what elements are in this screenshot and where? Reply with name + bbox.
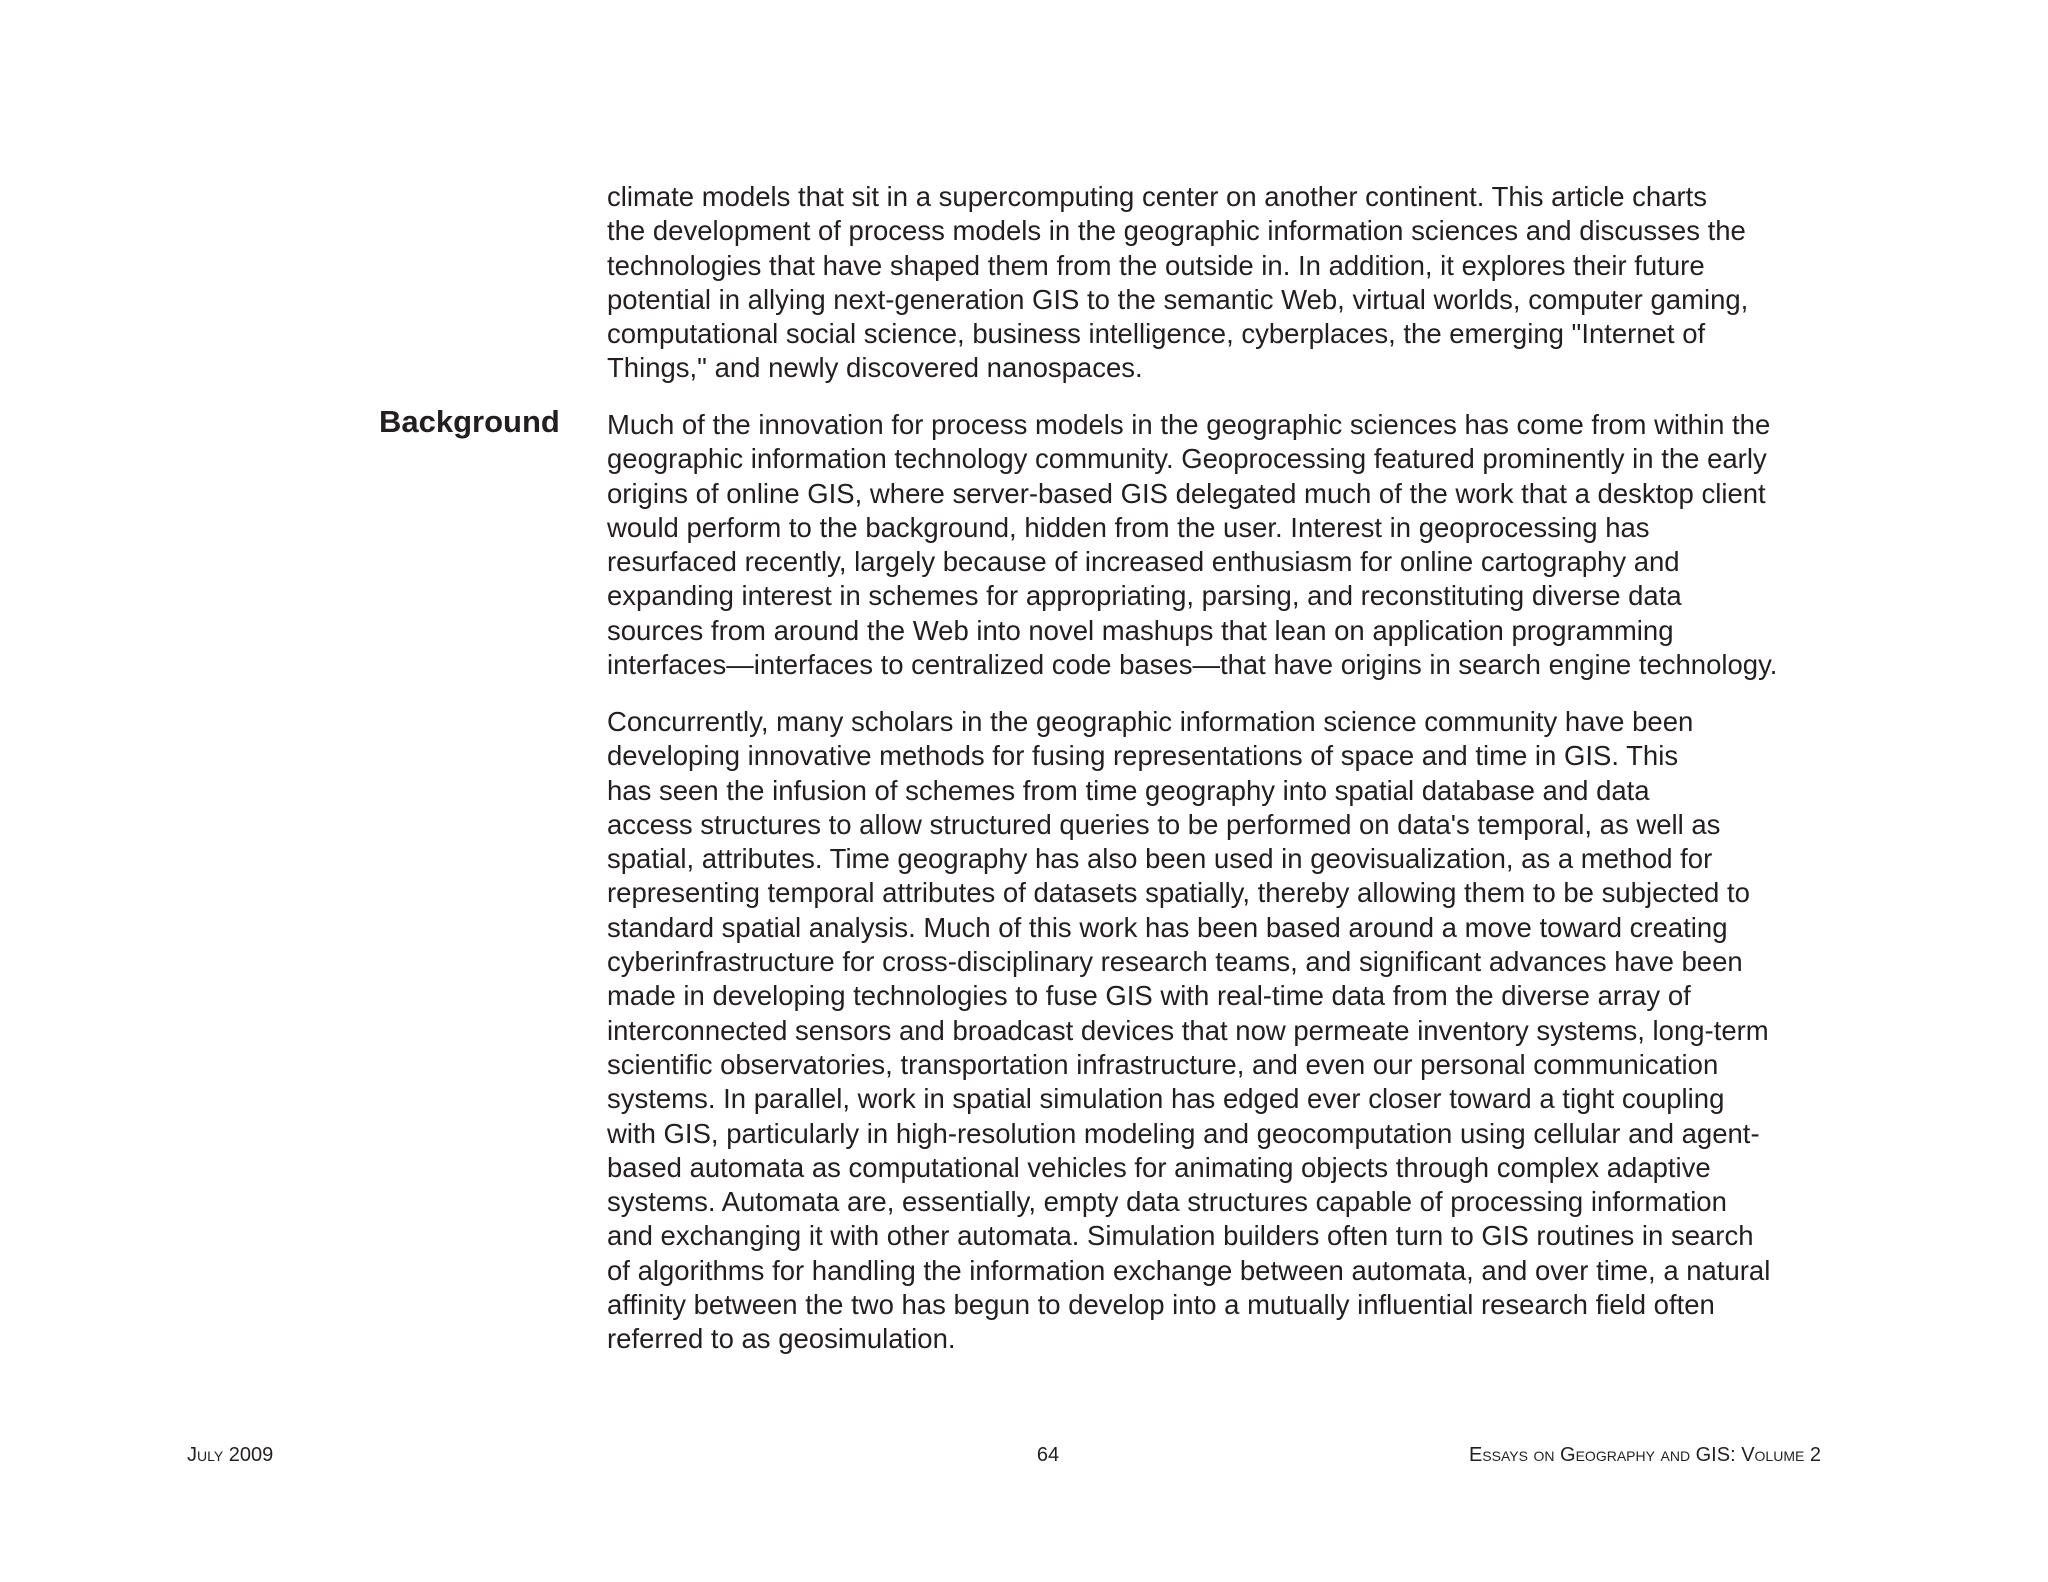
text-line: computational social science, business intelligence, cyberplaces, the emerging "Internet of xyxy=(607,318,1706,350)
text-line: affinity between the two has begun to develop into a mutually influential research field often xyxy=(607,1289,1715,1321)
text-line: with GIS, particularly in high-resolution modeling and geocomputation using cellular and agent- xyxy=(607,1117,1760,1149)
page-number: 64 xyxy=(1036,1444,1060,1466)
text-line: would perform to the background, hidden from the user. Interest in geoprocessing has xyxy=(607,511,1650,543)
text-line: expanding interest in schemes for appropriating, parsing, and reconstituting diverse data xyxy=(607,580,1682,612)
intro-paragraph xyxy=(607,180,1837,386)
text-line: origins of online GIS, where server-based GIS delegated much of the work that a desktop client xyxy=(607,477,1766,509)
text-line: spatial, attributes. Time geography has also been used in geovisualization, as a method for xyxy=(607,843,1713,875)
text-line: representing temporal attributes of datasets spatially, thereby allowing them to be subjected to xyxy=(607,877,1750,909)
text-line: systems. In parallel, work in spatial simulation has edged ever closer toward a tight coupling xyxy=(607,1083,1725,1115)
text-line: Much of the innovation for process models in the geographic sciences has come from within the xyxy=(607,409,1771,440)
text-line: systems. Automata are, essentially, empty data structures capable of processing information xyxy=(607,1186,1727,1218)
background-paragraph-2 xyxy=(607,705,1837,1357)
text-line: and exchanging it with other automata. Simulation builders often turn to GIS routines in search xyxy=(607,1220,1754,1252)
text-line: Concurrently, many scholars in the geographic information science community have been xyxy=(607,706,1694,737)
text-line: made in developing technologies to fuse GIS with real-time data from the diverse array of xyxy=(607,980,1691,1012)
section-heading: Background xyxy=(379,404,560,439)
text-line: scientific observatories, transportation infrastructure, and even our personal communication xyxy=(607,1048,1719,1080)
text-line: based automata as computational vehicles for animating objects through complex adaptive xyxy=(607,1151,1711,1183)
text-line: developing innovative methods for fusing representations of space and time in GIS. This xyxy=(607,740,1679,772)
text-line: geographic information technology community. Geoprocessing featured prominently in the early xyxy=(607,443,1767,475)
background-paragraph-1 xyxy=(607,408,1837,682)
text-line: has seen the infusion of schemes from time geography into spatial database and data xyxy=(607,774,1650,806)
text-line: interconnected sensors and broadcast devices that now permeate inventory systems, long-term xyxy=(607,1014,1769,1046)
text-line: standard spatial analysis. Much of this work has been based around a move toward creating xyxy=(607,911,1728,943)
text-line: referred to as geosimulation. xyxy=(607,1323,956,1355)
text-line: potential in allying next-generation GIS to the semantic Web, virtual worlds, computer gaming, xyxy=(607,283,1749,315)
text-line: cyberinfrastructure for cross-disciplinary research teams, and significant advances have been xyxy=(607,946,1743,978)
text-line: sources from around the Web into novel mashups that lean on application programming xyxy=(607,614,1674,646)
text-line: access structures to allow structured queries to be performed on data's temporal, as well as xyxy=(607,808,1721,840)
text-line: interfaces—interfaces to centralized code bases—that have origins in search engine technology. xyxy=(607,649,1778,681)
text-line: technologies that have shaped them from the outside in. In addition, it explores their future xyxy=(607,249,1705,281)
footer-date: July 2009 xyxy=(187,1444,274,1466)
text-line: climate models that sit in a supercomputing center on another continent. This article charts xyxy=(607,181,1708,212)
text-line: resurfaced recently, largely because of increased enthusiasm for online cartography and xyxy=(607,546,1680,578)
text-line: Things," and newly discovered nanospaces. xyxy=(607,352,1143,384)
text-line: of algorithms for handling the information exchange between automata, and over time, a natural xyxy=(607,1254,1771,1286)
footer-publication: Essays on Geography and GIS: Volume 2 xyxy=(1468,1444,1821,1466)
text-line: the development of process models in the geographic information sciences and discusses the xyxy=(607,215,1746,247)
